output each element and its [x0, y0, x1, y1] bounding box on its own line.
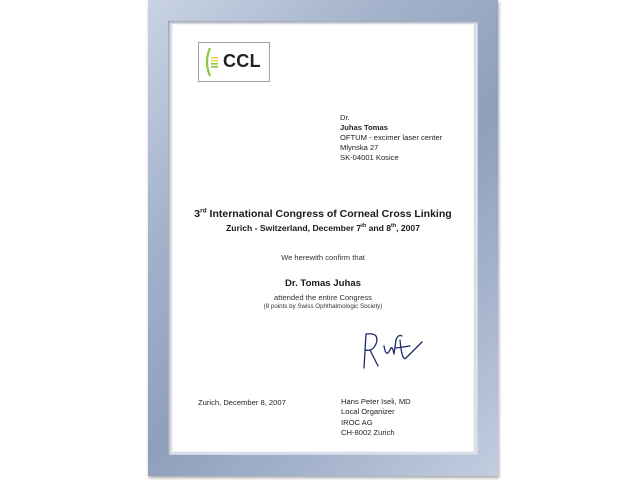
attendee-name: Dr. Tomas Juhas [284, 278, 362, 289]
congress-location: Zurich - Switzerland, December 7 [226, 223, 362, 233]
address-name: Juhas Tomas [340, 123, 388, 132]
address-street: Mlynska 27 [340, 143, 379, 152]
congress-title-rest: International Congress of Corneal Cross Linking [206, 208, 452, 220]
logo-text: CCL [223, 51, 261, 71]
confirm-text: We herewith confirm that [281, 253, 365, 262]
congress-year: , 2007 [396, 223, 420, 233]
place-date: Zurich, December 8, 2007 [198, 398, 286, 407]
address-salutation: Dr. [340, 113, 350, 122]
organizer-block [341, 397, 411, 439]
ccl-logo-icon [203, 46, 219, 78]
congress-title [172, 208, 474, 220]
signer-address: CH-8002 Zurich [341, 428, 395, 438]
certificate-paper [172, 24, 474, 452]
congress-ordinal-suffix: rd [200, 207, 207, 215]
signer-role: Local Organizer [341, 407, 395, 417]
ccl-logo [198, 42, 270, 82]
congress-ordinal-number: 3 [194, 208, 201, 220]
congress-location-dates [172, 223, 474, 233]
day1-suffix: th [361, 223, 367, 230]
congress-and: and 8 [366, 223, 392, 233]
address-organization: OFTUM - excimer laser center [340, 133, 443, 142]
attended-text: attended the entire Congress [274, 293, 372, 302]
address-postal-city: SK-04001 Kosice [340, 153, 399, 162]
signer-org: IROC AG [341, 417, 373, 427]
signer-name: Hans Peter Iseli, MD [341, 397, 411, 406]
handwritten-signature [356, 328, 426, 372]
day2-suffix: th [391, 223, 397, 230]
points-text: (8 points by Swiss Ophthalmologic Society) [263, 303, 383, 310]
recipient-address [340, 113, 442, 163]
